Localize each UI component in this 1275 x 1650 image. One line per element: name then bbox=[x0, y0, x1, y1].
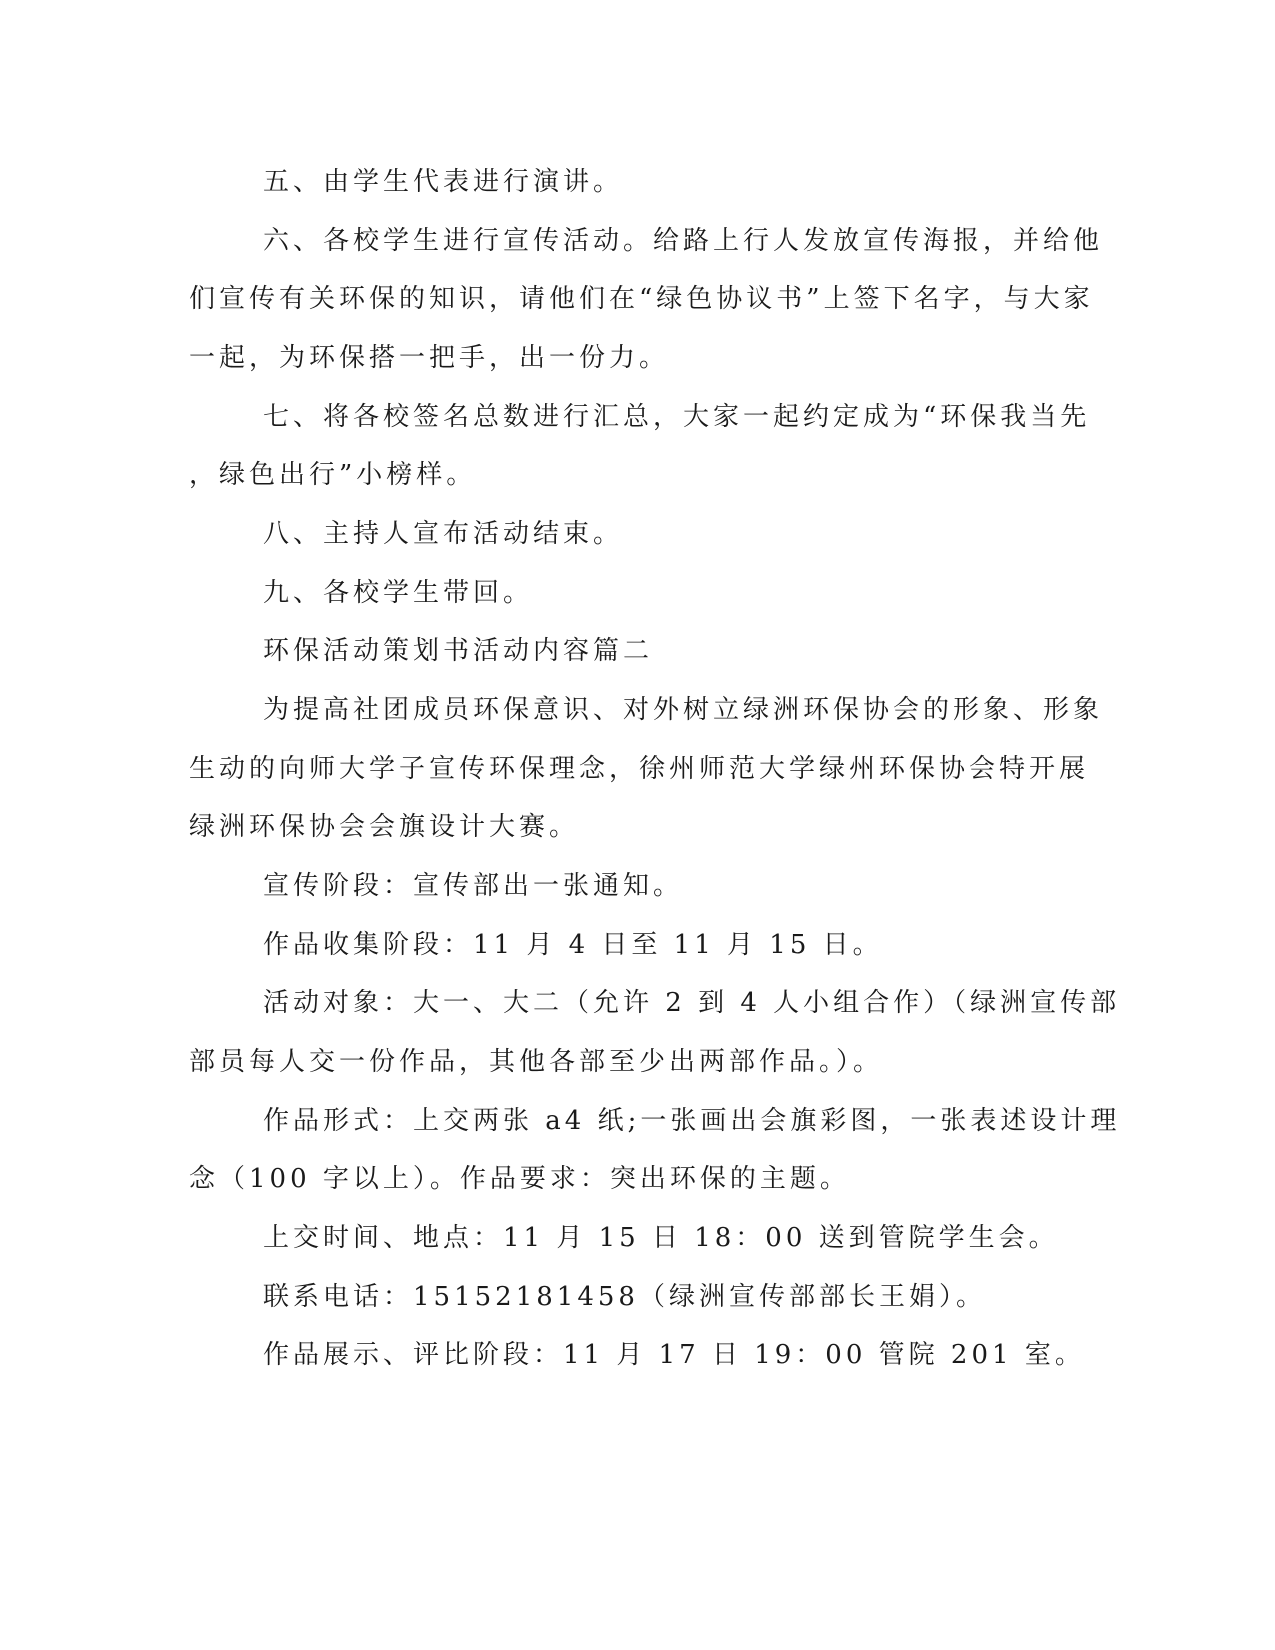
text-line-1: 五、由学生代表进行演讲。 bbox=[263, 167, 624, 197]
text-line-4: 一起，为环保搭一把手，出一份力。 bbox=[189, 343, 670, 373]
text-line-18: 念（100 字以上）。作品要求：突出环保的主题。 bbox=[189, 1164, 850, 1194]
text-line-3: 们宣传有关环保的知识，请他们在“绿色协议书”上签下名字，与大家 bbox=[189, 284, 1094, 314]
text-line-20: 联系电话：15152181458（绿洲宣传部部长王娟）。 bbox=[263, 1282, 986, 1312]
text-line-14: 作品收集阶段：11 月 4 日至 11 月 15 日。 bbox=[263, 930, 883, 960]
text-line-15: 活动对象：大一、大二（允许 2 到 4 人小组合作）（绿洲宣传部 bbox=[263, 988, 1121, 1018]
text-line-7: 八、主持人宣布活动结束。 bbox=[263, 519, 624, 549]
text-line-19: 上交时间、地点：11 月 15 日 18：00 送到管院学生会。 bbox=[263, 1223, 1059, 1253]
text-line-8: 九、各校学生带回。 bbox=[263, 578, 534, 608]
text-line-2: 六、各校学生进行宣传活动。给路上行人发放宣传海报，并给他 bbox=[263, 226, 1104, 256]
text-line-5: 七、将各校签名总数进行汇总，大家一起约定成为“环保我当先 bbox=[263, 402, 1091, 432]
text-line-12: 绿洲环保协会会旗设计大赛。 bbox=[189, 812, 580, 842]
section-heading: 环保活动策划书活动内容篇二 bbox=[263, 636, 654, 666]
text-line-21: 作品展示、评比阶段：11 月 17 日 19：00 管院 201 室。 bbox=[263, 1340, 1085, 1370]
text-line-13: 宣传阶段：宣传部出一张通知。 bbox=[263, 871, 684, 901]
text-line-11: 生动的向师大学子宣传环保理念，徐州师范大学绿州环保协会特开展 bbox=[189, 754, 1090, 784]
text-line-17: 作品形式：上交两张 a4 纸;一张画出会旗彩图，一张表述设计理 bbox=[263, 1106, 1121, 1136]
text-line-16: 部员每人交一份作品，其他各部至少出两部作品。）。 bbox=[189, 1047, 884, 1077]
text-line-10: 为提高社团成员环保意识、对外树立绿洲环保协会的形象、形象 bbox=[263, 695, 1104, 725]
text-line-6: ，绿色出行”小榜样。 bbox=[189, 460, 477, 490]
